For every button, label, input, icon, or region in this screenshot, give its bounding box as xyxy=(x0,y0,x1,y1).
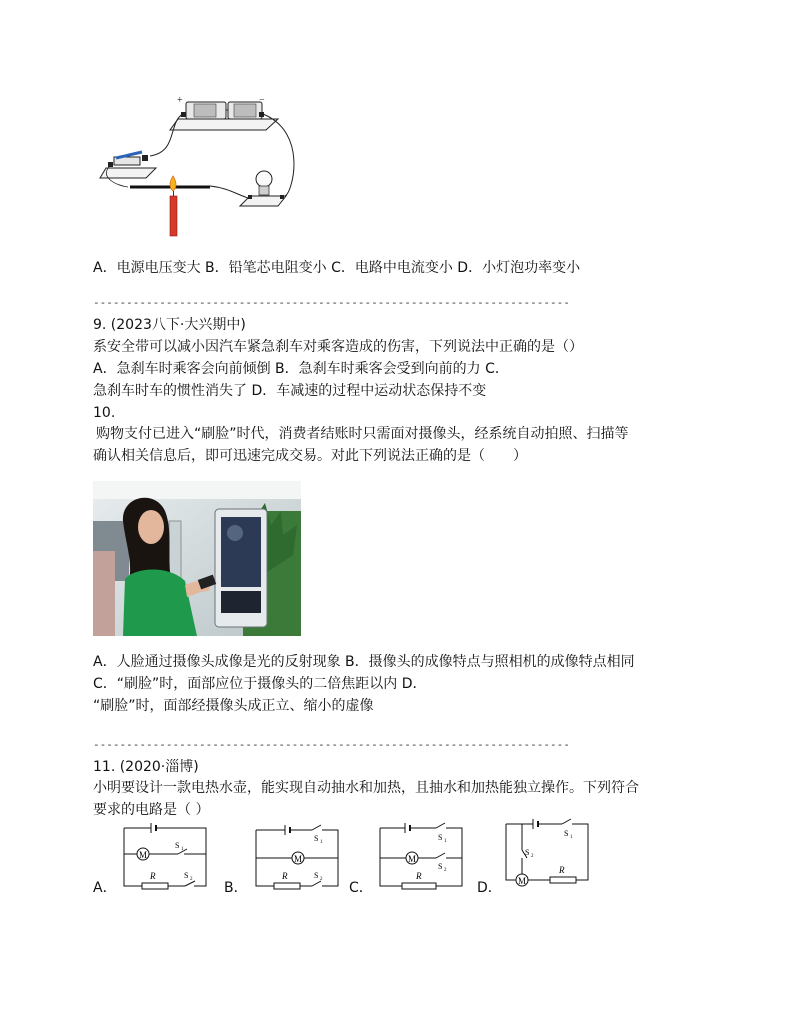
motor-label: M xyxy=(408,854,417,864)
switch-1-subscript: 1 xyxy=(444,839,447,844)
q11-option-a-label: A． xyxy=(93,880,117,896)
q10-stem-line1: 购物支付已进入“刷脸”时代，消费者结账时只需面对摄像头，经系统自动拍照、扫描等 xyxy=(96,426,629,442)
q10-options-line3: “刷脸”时，面部经摄像头成正立、缩小的虚像 xyxy=(93,698,374,714)
q8-circuit-figure xyxy=(98,92,298,242)
circuit-b xyxy=(250,822,344,890)
switch-2-label: S xyxy=(184,871,189,880)
q11-option-c-label: C． xyxy=(349,880,373,896)
q11-stem-line1: 小明要设计一款电热水壶，能实现自动抽水和加热，且抽水和加热能独立操作。下列符合 xyxy=(93,780,639,796)
q11-option-b-label: B． xyxy=(224,880,248,896)
q11-option-d-label: D． xyxy=(477,880,502,896)
resistor-label: R xyxy=(416,871,422,881)
q8-options: A．电源电压变大 B．铅笔芯电阻变小 C．电路中电流变小 D．小灯泡功率变小 xyxy=(93,260,581,276)
switch-1-subscript: 1 xyxy=(181,847,184,852)
circuit-c xyxy=(374,822,468,890)
switch-2-label: S xyxy=(314,871,319,880)
motor-label: M xyxy=(294,854,303,864)
switch-1-subscript: 1 xyxy=(570,835,573,840)
switch-2-subscript: 2 xyxy=(531,854,534,859)
q10-stem-line2: 确认相关信息后，即可迅速完成交易。对此下列说法正确的是（ ） xyxy=(93,448,527,464)
switch-1-label: S xyxy=(175,841,180,850)
q10-options-line2: C．“刷脸”时，面部应位于摄像头的二倍焦距以内 D． xyxy=(93,676,427,692)
q10-options-line1: A．人脸通过摄像头成像是光的反射现象 B．摄像头的成像特点与照相机的成像特点相同 xyxy=(93,654,635,670)
motor-label: M xyxy=(139,850,148,860)
plus-sign: + xyxy=(177,95,183,106)
switch-2-label: S xyxy=(525,848,530,857)
separator-2: ------------------------------------------------------------------------ xyxy=(93,738,570,751)
q9-options-line2: 急刹车时车的惯性消失了 D．车减速的过程中运动状态保持不变 xyxy=(93,383,487,399)
minus-sign: − xyxy=(259,95,265,106)
q10-number: 10. xyxy=(93,405,116,421)
switch-1-label: S xyxy=(314,834,319,843)
q9-options-line1: A．急刹车时乘客会向前倾倒 B．急刹车时乘客会受到向前的力 C． xyxy=(93,361,509,377)
q9-stem: 系安全带可以减小因汽车紧急刹车对乘客造成的伤害，下列说法中正确的是（） xyxy=(93,339,583,355)
q11-stem-line2: 要求的电路是（ ） xyxy=(93,802,210,818)
switch-1-label: S xyxy=(564,829,569,838)
switch-2-subscript: 2 xyxy=(444,868,447,873)
motor-label: M xyxy=(518,876,527,886)
switch-1-subscript: 1 xyxy=(320,840,323,845)
circuit-d xyxy=(500,818,594,890)
q9-number: 9. (2023八下·大兴期中) xyxy=(93,317,246,333)
switch-1-label: S xyxy=(438,833,443,842)
switch-2-subscript: 2 xyxy=(190,877,193,882)
resistor-label: R xyxy=(282,871,288,881)
q11-number: 11. (2020·淄博) xyxy=(93,759,199,775)
resistor-label: R xyxy=(150,871,156,881)
face-payment-photo xyxy=(93,481,301,636)
switch-2-subscript: 2 xyxy=(320,877,323,882)
circuit-a xyxy=(118,822,212,890)
resistor-label: R xyxy=(559,865,565,875)
separator-1: ------------------------------------------------------------------------ xyxy=(93,296,570,309)
switch-2-label: S xyxy=(438,862,443,871)
